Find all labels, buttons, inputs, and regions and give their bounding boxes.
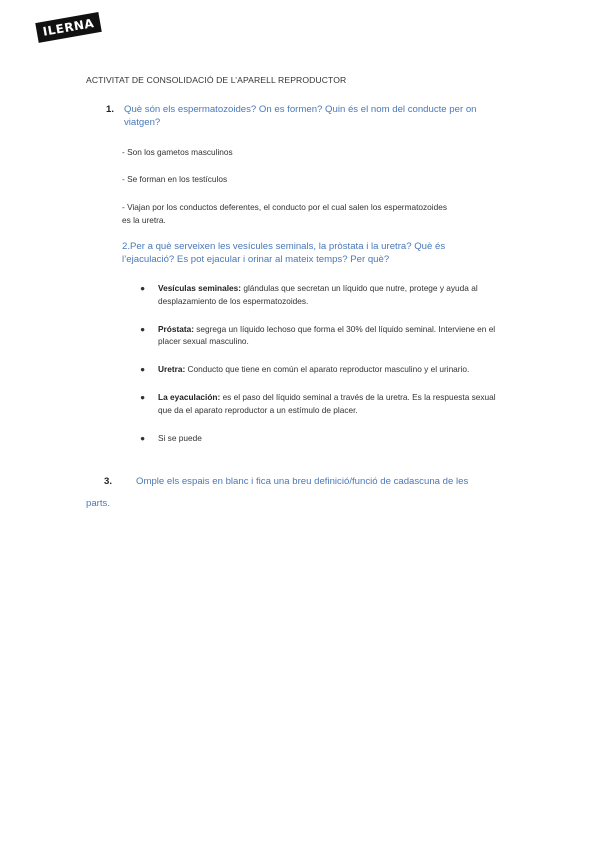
bullet-description: Conducto que tiene en común el aparato reproductor masculino y el urinario. [185, 364, 470, 374]
ilerna-logo: ILERNA [35, 12, 101, 43]
bullet-term: Próstata: [158, 323, 194, 334]
bullet-term: Vesículas seminales: [158, 283, 242, 293]
question-3-text: Omple els espais en blanc i fica una breu definició/funció de cadascuna de les [136, 476, 469, 487]
bullet-description: Si se puede [158, 432, 202, 443]
bullet-item [140, 391, 510, 416]
bullet-item [140, 282, 510, 307]
question-3-number: 3. [104, 476, 113, 487]
bullet-term: Uretra: [158, 364, 186, 374]
bullet-dot: ● [140, 364, 146, 374]
bullet-dot: ● [140, 432, 146, 443]
bullet-term: La eyaculación: [158, 392, 221, 402]
bullet-dot: ● [140, 283, 146, 293]
bullet-description: segrega un líquido lechoso que forma el 30% del líquido seminal. Interviene en el placer sexual masculino. [158, 323, 496, 346]
bullet-description: glándulas que secretan un líquido que nutre, protege y ayuda al desplazamiento de los espermatozoides. [158, 283, 478, 306]
answer-line-1: - Son los gametos masculinos [122, 147, 233, 157]
answer-line-2: - Se forman en los testículos [122, 174, 228, 184]
document-title: ACTIVITAT DE CONSOLIDACIÓ DE L’APARELL REPRODUCTOR [86, 75, 347, 85]
bullet-item [140, 432, 510, 445]
question-2-answers [140, 282, 510, 460]
bullet-description: es el paso del líquido seminal a través de la uretra. Es la respuesta sexual que da el aparato reproductor a un estímulo de placer. [158, 392, 496, 415]
question-1-number: 1. [106, 104, 115, 115]
bullet-item [140, 323, 510, 348]
question-1-text: Què són els espermatozoides? On es formen? Quin és el nom del conducte per on viatgen? [124, 104, 477, 128]
question-2-text: 2.Per a què serveixen les vesícules seminals, la pròstata i la uretra? Què és l’ejaculació? Es pot ejacular i orinar al mateix temps? Per què? [122, 241, 446, 265]
bullet-item [140, 363, 510, 376]
bullet-dot: ● [140, 323, 146, 334]
question-3-continuation: parts. [86, 498, 110, 509]
bullet-dot: ● [140, 392, 146, 402]
answer-line-3: - Viajan por los conductos deferentes, el conducto por el cual salen los espermatozoides es la uretra. [122, 202, 448, 225]
